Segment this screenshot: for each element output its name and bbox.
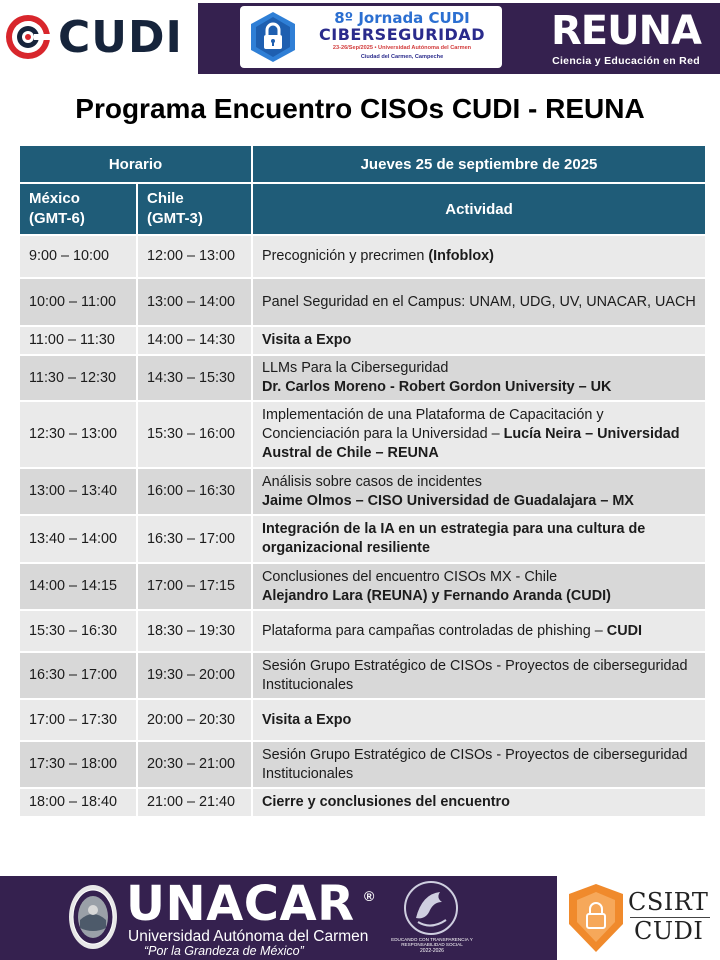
activity-text: Implementación de una Plataforma de Capacitación y Concienciación para la Universidad – bbox=[262, 407, 604, 442]
table-row bbox=[19, 401, 706, 468]
footer-banner bbox=[0, 876, 557, 960]
time-chile-cell: 15:30 – 16:00 bbox=[137, 401, 252, 468]
activity-highlight: Cierre y conclusiones del encuentro bbox=[262, 794, 510, 810]
table-row bbox=[19, 515, 706, 563]
activity-cell bbox=[252, 652, 706, 699]
activity-cell bbox=[252, 741, 706, 788]
time-chile-cell: 17:00 – 17:15 bbox=[137, 563, 252, 610]
university-seal-icon bbox=[68, 884, 118, 950]
activity-text: Sesión Grupo Estratégico de CISOs - Proyectos de ciberseguridad Institucionales bbox=[262, 746, 688, 782]
activity-cell bbox=[252, 788, 706, 817]
activity-highlight: Lucía Neira – Universidad Austral de Chile – REUNA bbox=[262, 426, 680, 461]
time-chile-cell: 16:00 – 16:30 bbox=[137, 468, 252, 515]
activity-text: Plataforma para campañas controladas de phishing – bbox=[262, 622, 607, 639]
header-chile-label: Chile bbox=[147, 190, 184, 207]
time-mexico-cell: 17:30 – 18:00 bbox=[19, 741, 137, 788]
time-mexico-cell: 13:40 – 14:00 bbox=[19, 515, 137, 563]
header-date: Jueves 25 de septiembre de 2025 bbox=[252, 145, 706, 183]
emblem-years: 2022-2026 bbox=[420, 948, 444, 954]
unacar-name: Universidad Autónoma del Carmen bbox=[128, 928, 369, 945]
program-table bbox=[18, 144, 707, 818]
activity-cell bbox=[252, 515, 706, 563]
activity-cell bbox=[252, 699, 706, 741]
time-chile-cell: 19:30 – 20:00 bbox=[137, 652, 252, 699]
activity-highlight: CUDI bbox=[606, 622, 642, 639]
header-mexico-tz: (GMT-6) bbox=[29, 210, 85, 227]
activity-text: Panel Seguridad en el Campus: UNAM, UDG, UV, UNACAR, UACH bbox=[262, 293, 696, 310]
activity-highlight: Dr. Carlos Moreno - Robert Gordon University – UK bbox=[262, 379, 612, 395]
header-actividad: Actividad bbox=[252, 183, 706, 235]
table-row bbox=[19, 610, 706, 652]
activity-cell bbox=[252, 355, 706, 401]
activity-highlight: (Infoblox) bbox=[428, 248, 494, 264]
time-chile-cell: 21:00 – 21:40 bbox=[137, 788, 252, 817]
activity-highlight: Visita a Expo bbox=[262, 332, 352, 348]
activity-highlight: Visita a Expo bbox=[262, 711, 352, 728]
cudi-logo bbox=[4, 10, 196, 64]
time-chile-cell: 18:30 – 19:30 bbox=[137, 610, 252, 652]
csirt-cudi-text: CUDI bbox=[634, 917, 704, 945]
activity-text: Sesión Grupo Estratégico de CISOs - Proyectos de ciberseguridad Institucionales bbox=[262, 657, 688, 693]
header-chile-tz: (GMT-3) bbox=[147, 210, 203, 227]
activity-text: Análisis sobre casos de incidentes bbox=[262, 473, 482, 490]
activity-text: Conclusiones del encuentro CISOs MX - Chile bbox=[262, 568, 558, 585]
registered-mark: ® bbox=[364, 888, 375, 904]
time-mexico-cell: 17:00 – 17:30 bbox=[19, 699, 137, 741]
activity-text: Precognición y precrimen bbox=[262, 248, 429, 264]
time-chile-cell: 12:00 – 13:00 bbox=[137, 235, 252, 278]
activity-cell bbox=[252, 610, 706, 652]
emblem-text: EDUCANDO CON TRANSPARENCIA Y RESPONSABILIDAD SOCIAL bbox=[391, 937, 473, 947]
jornada-subtitle: CIBERSEGURIDAD bbox=[319, 25, 485, 44]
time-chile-cell: 14:00 – 14:30 bbox=[137, 326, 252, 355]
header-horario: Horario bbox=[19, 145, 252, 183]
table-row bbox=[19, 652, 706, 699]
time-chile-cell: 20:30 – 21:00 bbox=[137, 741, 252, 788]
activity-highlight: Alejandro Lara (REUNA) y Fernando Aranda (CUDI) bbox=[262, 587, 611, 604]
jornada-place: Ciudad del Carmen, Campeche bbox=[360, 54, 444, 60]
activity-cell bbox=[252, 563, 706, 610]
header-chile bbox=[137, 183, 252, 235]
cudi-logo-text: CUDI bbox=[58, 11, 183, 63]
table-row bbox=[19, 326, 706, 355]
unacar-motto: “Por la Grandeza de México” bbox=[144, 944, 304, 958]
activity-highlight: Integración de la IA en un estrategia para una cultura de organizacional resiliente bbox=[262, 521, 646, 556]
time-mexico-cell: 11:00 – 11:30 bbox=[19, 326, 137, 355]
time-mexico-cell: 12:30 – 13:00 bbox=[19, 401, 137, 468]
cudi-target-icon bbox=[4, 13, 52, 61]
lock-shield-icon bbox=[248, 11, 298, 63]
time-mexico-cell: 16:30 – 17:00 bbox=[19, 652, 137, 699]
table-row bbox=[19, 355, 706, 401]
time-mexico-cell: 14:00 – 14:15 bbox=[19, 563, 137, 610]
table-header-row bbox=[19, 145, 706, 183]
table-row bbox=[19, 563, 706, 610]
table-row bbox=[19, 278, 706, 326]
table-row bbox=[19, 468, 706, 515]
csirt-shield-icon bbox=[567, 882, 625, 954]
time-mexico-cell: 9:00 – 10:00 bbox=[19, 235, 137, 278]
time-chile-cell: 20:00 – 20:30 bbox=[137, 699, 252, 741]
jornada-title: 8º Jornada CUDI bbox=[334, 9, 470, 27]
time-mexico-cell: 15:30 – 16:30 bbox=[19, 610, 137, 652]
time-chile-cell: 16:30 – 17:00 bbox=[137, 515, 252, 563]
activity-text: LLMs Para la Ciberseguridad bbox=[262, 360, 449, 376]
jornada-badge bbox=[240, 6, 502, 68]
time-chile-cell: 14:30 – 15:30 bbox=[137, 355, 252, 401]
page-title: Programa Encuentro CISOs CUDI - REUNA bbox=[75, 93, 645, 124]
time-mexico-cell: 11:30 – 12:30 bbox=[19, 355, 137, 401]
activity-cell bbox=[252, 278, 706, 326]
time-mexico-cell: 13:00 – 13:40 bbox=[19, 468, 137, 515]
dolphin-emblem-icon bbox=[396, 880, 466, 936]
activity-cell bbox=[252, 235, 706, 278]
time-chile-cell: 13:00 – 14:00 bbox=[137, 278, 252, 326]
activity-cell bbox=[252, 401, 706, 468]
table-row bbox=[19, 699, 706, 741]
header-mexico bbox=[19, 183, 137, 235]
header-mexico-label: México bbox=[29, 190, 80, 207]
unacar-logo-text: UNACAR bbox=[126, 876, 355, 932]
time-mexico-cell: 18:00 – 18:40 bbox=[19, 788, 137, 817]
activity-cell bbox=[252, 326, 706, 355]
table-row bbox=[19, 235, 706, 278]
table-row bbox=[19, 741, 706, 788]
activity-cell bbox=[252, 468, 706, 515]
jornada-dates: 23-26/Sep/2025 • Universidad Autónoma del Carmen bbox=[332, 45, 472, 51]
reuna-tagline: Ciencia y Educación en Red bbox=[552, 55, 700, 67]
activity-highlight: Jaime Olmos – CISO Universidad de Guadalajara – MX bbox=[262, 492, 634, 509]
reuna-logo-text: REUNA bbox=[550, 8, 702, 54]
csirt-text: CSIRT bbox=[628, 888, 709, 916]
table-row bbox=[19, 788, 706, 817]
table-subheader-row bbox=[19, 183, 706, 235]
time-mexico-cell: 10:00 – 11:00 bbox=[19, 278, 137, 326]
